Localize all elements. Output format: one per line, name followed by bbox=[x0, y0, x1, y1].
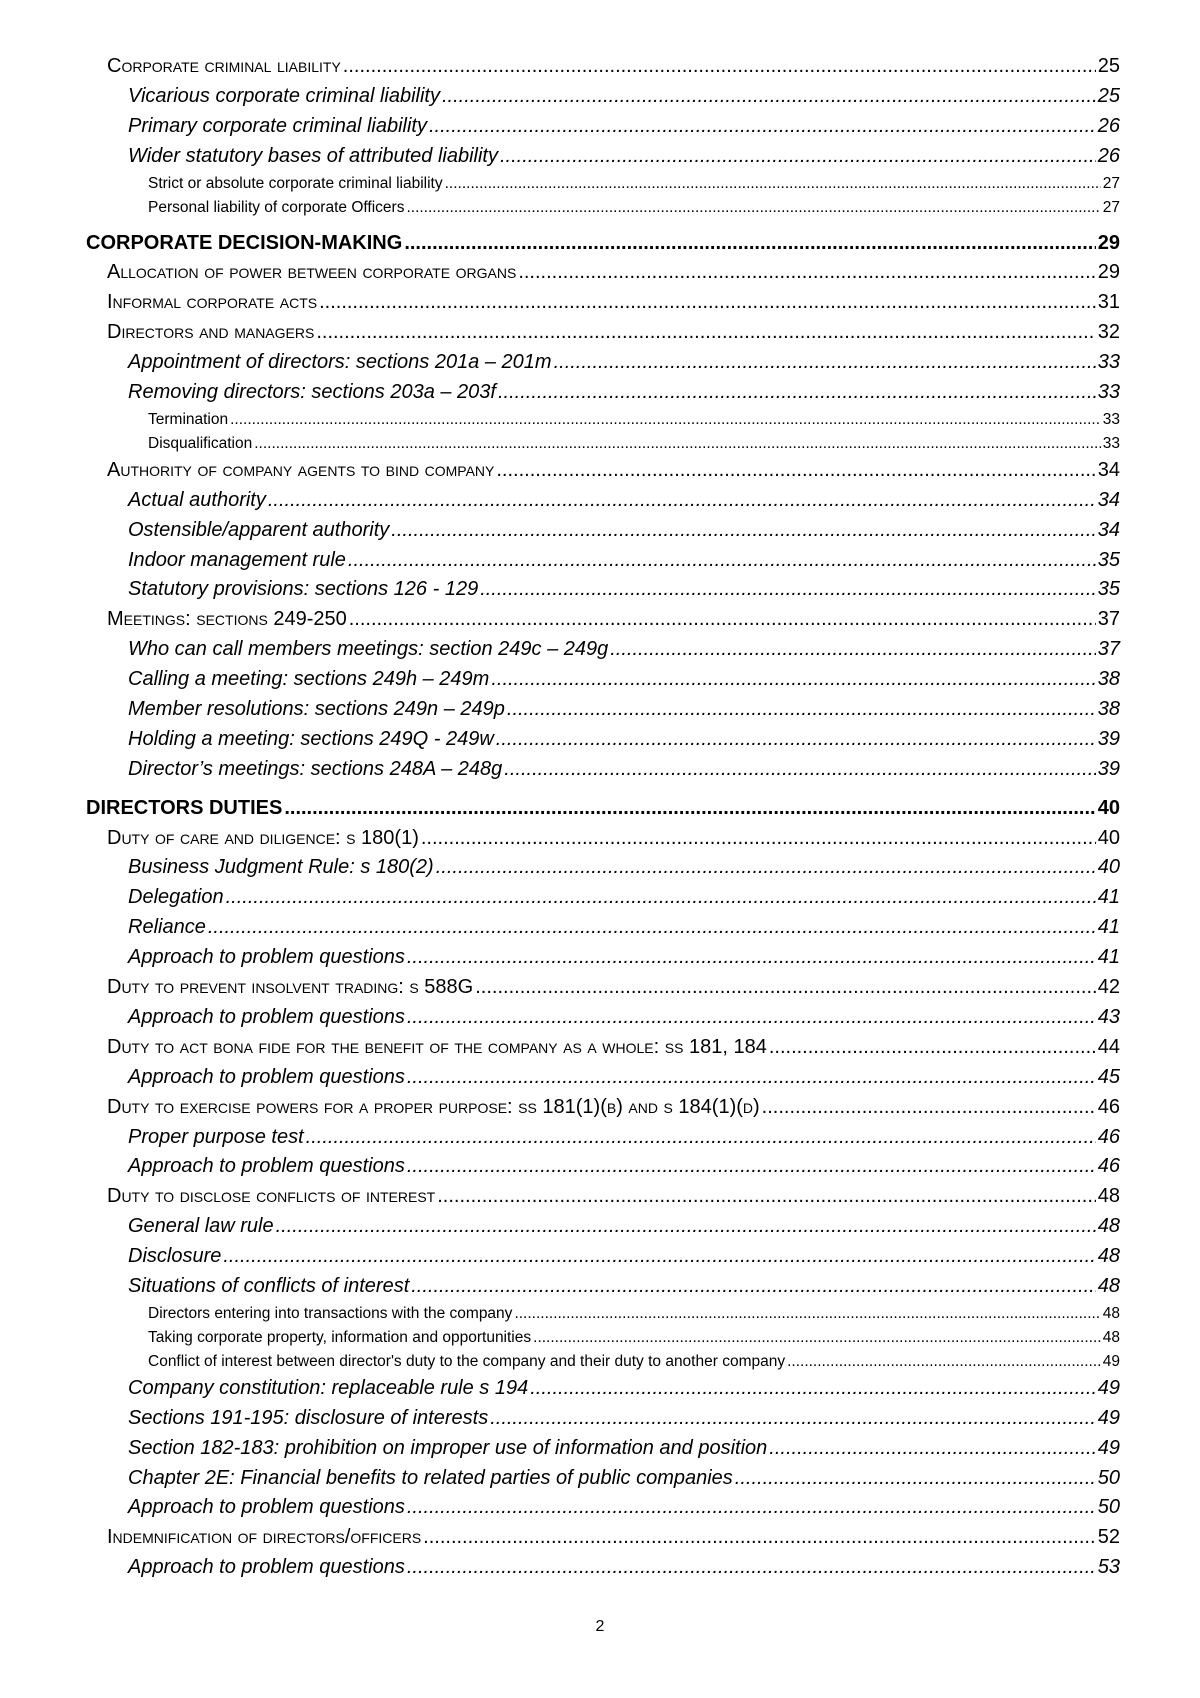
toc-entry-title: Authority of company agents to bind company bbox=[107, 458, 495, 481]
toc-entry-title: Personal liability of corporate Officers bbox=[148, 198, 405, 216]
dot-leader bbox=[254, 432, 1101, 456]
dot-leader bbox=[491, 665, 1095, 695]
page-number: 2 bbox=[595, 1618, 605, 1635]
toc-entry-title: Disqualification bbox=[148, 434, 253, 452]
toc-entry-title: Approach to problem questions bbox=[128, 1155, 405, 1178]
toc-entry-title: Duty to act bona fide for the benefit of the company as a whole: ss 181, 184 bbox=[107, 1035, 767, 1058]
toc-entry-title: Statutory provisions: sections 126 - 129 bbox=[128, 578, 479, 601]
toc-entry-page: 39 bbox=[1097, 757, 1120, 780]
toc-entry[interactable] bbox=[86, 52, 1120, 82]
toc-entry[interactable] bbox=[86, 318, 1120, 348]
toc-entry-title: Conflict of interest between director's duty to the company and their duty to another company bbox=[148, 1352, 786, 1370]
dot-leader bbox=[610, 635, 1096, 665]
toc-entry-page: 46 bbox=[1097, 1155, 1120, 1178]
toc-entry-title: Directors and managers bbox=[107, 321, 315, 344]
toc-entry-title: Vicarious corporate criminal liability bbox=[128, 84, 440, 107]
toc-entry[interactable] bbox=[86, 1272, 1120, 1302]
toc-entry[interactable] bbox=[86, 196, 1120, 220]
toc-entry-page: 31 bbox=[1097, 291, 1120, 314]
dot-leader bbox=[429, 112, 1096, 142]
toc-entry-page: 48 bbox=[1097, 1274, 1120, 1297]
toc-entry-page: 25 bbox=[1097, 84, 1120, 107]
toc-entry-page: 33 bbox=[1102, 410, 1120, 428]
dot-leader bbox=[769, 1434, 1095, 1464]
toc-entry-page: 41 bbox=[1097, 946, 1120, 969]
toc-entry[interactable] bbox=[86, 1404, 1120, 1434]
dot-leader bbox=[391, 516, 1095, 546]
toc-entry-page: 40 bbox=[1097, 856, 1120, 879]
toc-entry-page: 48 bbox=[1097, 1245, 1120, 1268]
toc-entry-page: 34 bbox=[1097, 488, 1120, 511]
dot-leader bbox=[787, 1350, 1101, 1374]
toc-entry-title: Approach to problem questions bbox=[128, 1496, 405, 1519]
toc-entry-page: 33 bbox=[1097, 381, 1120, 404]
toc-entry-title: Holding a meeting: sections 249Q - 249w bbox=[128, 727, 494, 750]
toc-entry-title: Sections 191-195: disclosure of interests bbox=[128, 1406, 489, 1429]
toc-entry[interactable] bbox=[86, 546, 1120, 576]
dot-leader bbox=[735, 1464, 1096, 1494]
toc-entry[interactable] bbox=[86, 408, 1120, 432]
dot-leader bbox=[480, 575, 1096, 605]
dot-leader bbox=[500, 142, 1096, 172]
toc-entry-page: 29 bbox=[1097, 231, 1120, 254]
toc-entry-title: Directors entering into transactions with the company bbox=[148, 1304, 513, 1322]
toc-entry[interactable] bbox=[86, 1182, 1120, 1212]
toc-entry-title: Wider statutory bases of attributed liability bbox=[128, 144, 498, 167]
toc-entry[interactable] bbox=[86, 1212, 1120, 1242]
toc-entry[interactable] bbox=[86, 378, 1120, 408]
toc-entry[interactable] bbox=[86, 229, 1120, 259]
dot-leader bbox=[518, 258, 1095, 288]
toc-entry-page: 48 bbox=[1102, 1304, 1120, 1322]
dot-leader bbox=[226, 883, 1096, 913]
dot-leader bbox=[504, 755, 1095, 785]
dot-leader bbox=[306, 1123, 1096, 1153]
toc-entry-page: 27 bbox=[1102, 174, 1120, 192]
toc-entry[interactable] bbox=[86, 1493, 1120, 1523]
toc-entry[interactable] bbox=[86, 1434, 1120, 1464]
toc-entry[interactable] bbox=[86, 575, 1120, 605]
dot-leader bbox=[349, 605, 1096, 635]
toc-entry[interactable] bbox=[86, 913, 1120, 943]
toc-entry-title: Actual authority bbox=[128, 488, 266, 511]
toc-entry-page: 38 bbox=[1097, 698, 1120, 721]
dot-leader bbox=[514, 1302, 1100, 1326]
toc-entry-page: 49 bbox=[1097, 1406, 1120, 1429]
toc-entry-page: 46 bbox=[1097, 1095, 1120, 1118]
toc-entry-page: 49 bbox=[1097, 1436, 1120, 1459]
toc-entry-page: 53 bbox=[1097, 1556, 1120, 1579]
toc-entry-title: Approach to problem questions bbox=[128, 1065, 405, 1088]
dot-leader bbox=[445, 172, 1101, 196]
toc-entry-page: 42 bbox=[1097, 976, 1120, 999]
toc-entry-page: 38 bbox=[1097, 668, 1120, 691]
toc-entry-title: Termination bbox=[148, 410, 229, 428]
toc-entry-title: Taking corporate property, information and opportunities bbox=[148, 1328, 532, 1346]
dot-leader bbox=[343, 52, 1096, 82]
toc-entry-title: Corporate criminal liability bbox=[107, 55, 341, 77]
toc-entry[interactable] bbox=[86, 1464, 1120, 1494]
dot-leader bbox=[407, 1152, 1096, 1182]
toc-entry[interactable] bbox=[86, 883, 1120, 913]
dot-leader bbox=[404, 229, 1095, 259]
toc-entry-page: 34 bbox=[1097, 458, 1120, 481]
dot-leader bbox=[554, 348, 1096, 378]
toc-entry-title: Reliance bbox=[128, 916, 206, 939]
toc-entry[interactable] bbox=[86, 725, 1120, 755]
toc-entry-title: Removing directors: sections 203a – 203f bbox=[128, 381, 496, 404]
dot-leader bbox=[406, 196, 1100, 220]
toc-entry-title: Indemnification of directors/officers bbox=[107, 1526, 422, 1549]
toc-entry-page: 49 bbox=[1097, 1376, 1120, 1399]
toc-entry[interactable] bbox=[86, 1063, 1120, 1093]
dot-leader bbox=[507, 695, 1096, 725]
toc-entry[interactable] bbox=[86, 695, 1120, 725]
toc-entry-page: 25 bbox=[1097, 55, 1120, 77]
toc-entry[interactable] bbox=[86, 824, 1120, 854]
toc-entry-title: Who can call members meetings: section 249c – 249g bbox=[128, 638, 609, 661]
toc-entry[interactable] bbox=[86, 1033, 1120, 1063]
toc-entry-page: 44 bbox=[1097, 1035, 1120, 1058]
toc-entry-page: 37 bbox=[1097, 608, 1120, 631]
toc-entry[interactable] bbox=[86, 1350, 1120, 1374]
toc-entry-page: 49 bbox=[1102, 1352, 1120, 1370]
toc-entry[interactable] bbox=[86, 1123, 1120, 1153]
dot-leader bbox=[319, 288, 1096, 318]
toc-entry-page: 46 bbox=[1097, 1125, 1120, 1148]
dot-leader bbox=[223, 1242, 1095, 1272]
toc-entry-title: Approach to problem questions bbox=[128, 1556, 405, 1579]
dot-leader bbox=[407, 1003, 1096, 1033]
toc-entry[interactable] bbox=[86, 1003, 1120, 1033]
toc-entry[interactable] bbox=[86, 172, 1120, 196]
toc-entry-page: 29 bbox=[1097, 261, 1120, 284]
toc-entry-title: Proper purpose test bbox=[128, 1125, 304, 1148]
dot-leader bbox=[442, 82, 1096, 112]
toc-entry-title: Meetings: sections 249-250 bbox=[107, 608, 347, 631]
dot-leader bbox=[208, 913, 1096, 943]
toc-entry[interactable] bbox=[86, 853, 1120, 883]
dot-leader bbox=[348, 546, 1096, 576]
toc-entry[interactable] bbox=[86, 288, 1120, 318]
toc-entry[interactable] bbox=[86, 973, 1120, 1003]
toc-entry-title: Company constitution: replaceable rule s 194 bbox=[128, 1376, 529, 1399]
toc-entry-title: Duty to disclose conflicts of interest bbox=[107, 1185, 436, 1208]
toc-entry-page: 35 bbox=[1097, 578, 1120, 601]
dot-leader bbox=[268, 486, 1096, 516]
dot-leader bbox=[407, 1493, 1096, 1523]
toc-entry-title: Approach to problem questions bbox=[128, 1005, 405, 1028]
toc-entry[interactable] bbox=[86, 1326, 1120, 1350]
toc-entry-title: Member resolutions: sections 249n – 249p bbox=[128, 698, 505, 721]
dot-leader bbox=[496, 725, 1096, 755]
toc-entry-page: 48 bbox=[1102, 1328, 1120, 1346]
toc-entry-title: Business Judgment Rule: s 180(2) bbox=[128, 856, 434, 879]
toc-entry[interactable] bbox=[86, 1302, 1120, 1326]
toc-entry-page: 26 bbox=[1097, 114, 1120, 137]
dot-leader bbox=[490, 1404, 1096, 1434]
toc-entry[interactable] bbox=[86, 1242, 1120, 1272]
toc-entry-page: 32 bbox=[1097, 321, 1120, 344]
toc-entry-page: 48 bbox=[1097, 1215, 1120, 1238]
toc-entry-page: 34 bbox=[1097, 518, 1120, 541]
toc-entry[interactable] bbox=[86, 142, 1120, 172]
dot-leader bbox=[436, 853, 1096, 883]
toc-entry-page: 26 bbox=[1097, 144, 1120, 167]
toc-entry-title: DIRECTORS DUTIES bbox=[86, 796, 283, 819]
dot-leader bbox=[762, 1093, 1096, 1123]
toc-entry-page: 43 bbox=[1097, 1005, 1120, 1028]
toc-entry-title: Allocation of power between corporate organs bbox=[107, 261, 517, 284]
toc-entry-title: Ostensible/apparent authority bbox=[128, 518, 390, 541]
toc-entry-page: 50 bbox=[1097, 1466, 1120, 1489]
toc-entry[interactable] bbox=[86, 486, 1120, 516]
dot-leader bbox=[769, 1033, 1096, 1063]
toc-entry-title: Duty to prevent insolvent trading: s 588G bbox=[107, 976, 474, 999]
toc-entry-title: Approach to problem questions bbox=[128, 946, 405, 969]
toc-entry[interactable] bbox=[86, 1093, 1120, 1123]
dot-leader bbox=[496, 456, 1095, 486]
dot-leader bbox=[407, 1063, 1096, 1093]
toc-entry-title: Duty to exercise powers for a proper purpose: ss 181(1)(b) and s 184(1)(d) bbox=[107, 1095, 760, 1118]
toc-entry-title: Indoor management rule bbox=[128, 548, 346, 571]
dot-leader bbox=[316, 318, 1095, 348]
toc-entry[interactable] bbox=[86, 1374, 1120, 1404]
dot-leader bbox=[498, 378, 1096, 408]
toc-entry[interactable] bbox=[86, 258, 1120, 288]
toc-entry-title: Situations of conflicts of interest bbox=[128, 1274, 410, 1297]
toc-entry-page: 45 bbox=[1097, 1065, 1120, 1088]
toc-entry[interactable] bbox=[86, 1523, 1120, 1553]
dot-leader bbox=[421, 824, 1096, 854]
toc-entry-title: Calling a meeting: sections 249h – 249m bbox=[128, 668, 490, 691]
toc-entry[interactable] bbox=[86, 635, 1120, 665]
toc-entry-title: General law rule bbox=[128, 1215, 274, 1238]
toc-entry[interactable] bbox=[86, 456, 1120, 486]
toc-entry[interactable] bbox=[86, 1152, 1120, 1182]
toc-entry-page: 39 bbox=[1097, 727, 1120, 750]
toc-entry[interactable] bbox=[86, 516, 1120, 546]
toc-entry-title: Primary corporate criminal liability bbox=[128, 114, 427, 137]
toc-entry-title: Informal corporate acts bbox=[107, 291, 318, 314]
toc-entry[interactable] bbox=[86, 1553, 1120, 1583]
toc-entry-page: 50 bbox=[1097, 1496, 1120, 1519]
dot-leader bbox=[230, 408, 1101, 432]
toc-entry-title: Delegation bbox=[128, 886, 224, 909]
toc-entry-page: 27 bbox=[1102, 198, 1120, 216]
toc-entry[interactable] bbox=[86, 82, 1120, 112]
toc-entry-title: Strict or absolute corporate criminal liability bbox=[148, 174, 443, 192]
toc-entry[interactable] bbox=[86, 794, 1120, 824]
toc-entry-page: 33 bbox=[1097, 351, 1120, 374]
toc-entry-page: 48 bbox=[1097, 1185, 1120, 1208]
toc-entry-page: 40 bbox=[1097, 826, 1120, 849]
toc-entry[interactable] bbox=[86, 432, 1120, 456]
dot-leader bbox=[276, 1212, 1096, 1242]
toc-entry-title: Director’s meetings: sections 248A – 248g bbox=[128, 757, 503, 780]
toc-entry-page: 41 bbox=[1097, 886, 1120, 909]
toc-entry-page: 52 bbox=[1097, 1526, 1120, 1549]
toc-entry-page: 37 bbox=[1097, 638, 1120, 661]
toc-entry-page: 33 bbox=[1102, 434, 1120, 452]
toc-entry-title: Appointment of directors: sections 201a – 201m bbox=[128, 351, 552, 374]
table-of-contents bbox=[86, 52, 1120, 1583]
toc-entry-title: Section 182-183: prohibition on improper use of information and position bbox=[128, 1436, 768, 1459]
dot-leader bbox=[284, 794, 1095, 824]
toc-entry[interactable] bbox=[86, 112, 1120, 142]
dot-leader bbox=[475, 973, 1096, 1003]
toc-entry[interactable] bbox=[86, 755, 1120, 785]
toc-entry-title: Duty of care and diligence: s 180(1) bbox=[107, 826, 419, 849]
toc-entry-title: Chapter 2E: Financial benefits to related parties of public companies bbox=[128, 1466, 733, 1489]
dot-leader bbox=[407, 1553, 1096, 1583]
toc-entry[interactable] bbox=[86, 348, 1120, 378]
toc-entry[interactable] bbox=[86, 665, 1120, 695]
dot-leader bbox=[437, 1182, 1096, 1212]
dot-leader bbox=[407, 943, 1096, 973]
toc-entry-page: 40 bbox=[1097, 796, 1120, 819]
toc-entry-page: 35 bbox=[1097, 548, 1120, 571]
dot-leader bbox=[530, 1374, 1096, 1404]
toc-entry[interactable] bbox=[86, 605, 1120, 635]
toc-entry[interactable] bbox=[86, 943, 1120, 973]
dot-leader bbox=[411, 1272, 1096, 1302]
toc-entry-title: Disclosure bbox=[128, 1245, 222, 1268]
dot-leader bbox=[423, 1523, 1096, 1553]
toc-entry-page: 41 bbox=[1097, 916, 1120, 939]
toc-entry-title: CORPORATE DECISION-MAKING bbox=[86, 231, 403, 254]
dot-leader bbox=[533, 1326, 1101, 1350]
